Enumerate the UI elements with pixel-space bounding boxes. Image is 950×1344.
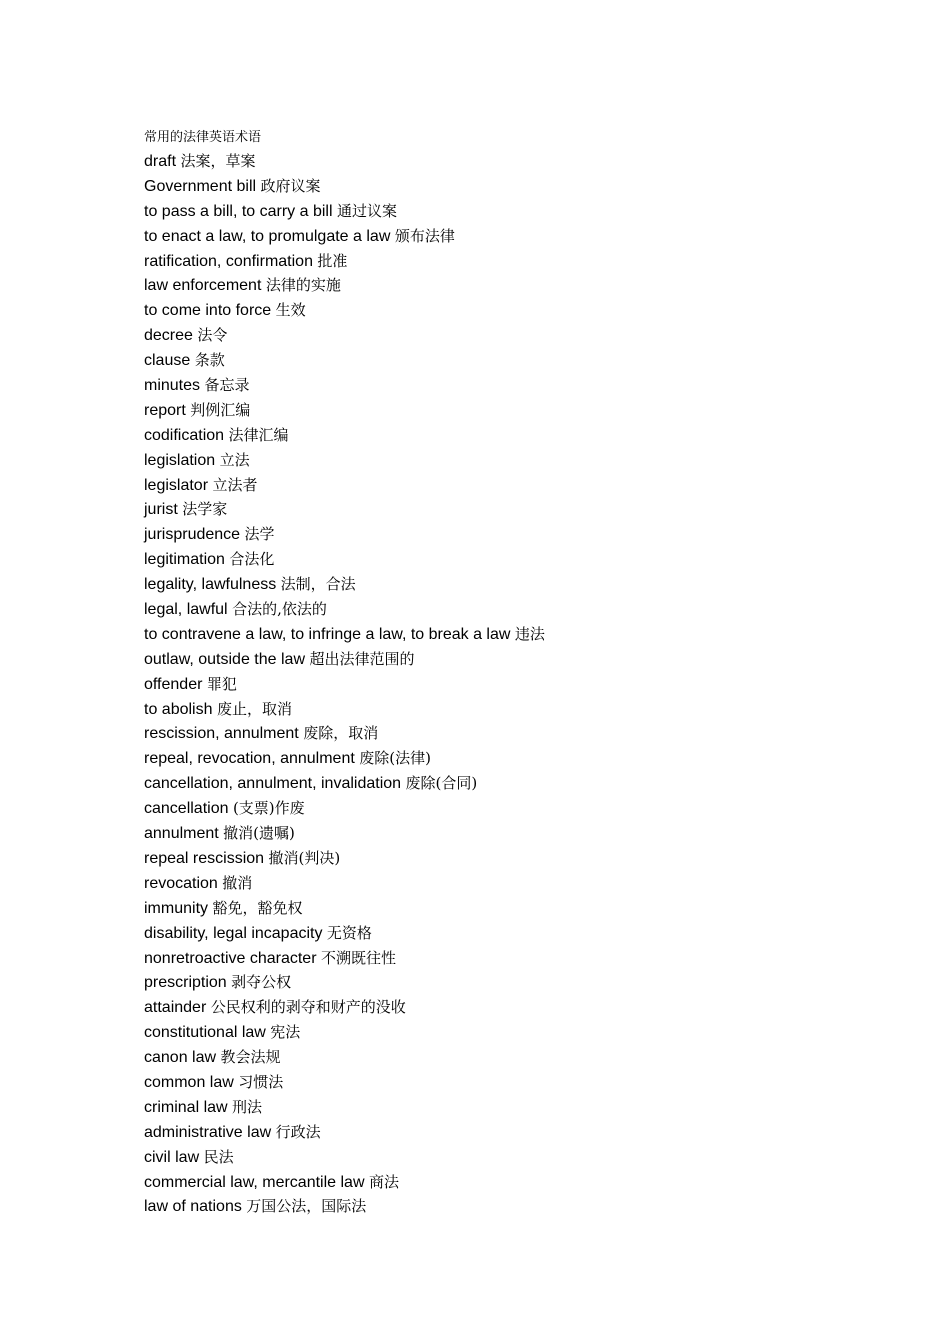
term-entry [144, 174, 904, 199]
term-entry [144, 746, 904, 771]
term-chinese: 撤消(遗嘱) [223, 824, 295, 843]
term-english: constitutional law [144, 1024, 266, 1042]
term-chinese: 合法的,依法的 [232, 600, 327, 619]
term-entry [144, 1145, 904, 1170]
term-english: draft [144, 153, 177, 170]
term-entry [144, 1095, 904, 1120]
term-english: legislation [144, 451, 216, 469]
term-chinese: 不溯既往性 [320, 948, 396, 967]
term-entry [144, 1194, 904, 1219]
term-entry [144, 473, 904, 498]
term-english: clause [144, 352, 191, 370]
term-english: canon law [144, 1049, 217, 1067]
term-english: legality, lawfulness [144, 576, 277, 594]
term-entry [144, 921, 904, 946]
term-english: jurist [144, 501, 178, 519]
term-entry [144, 522, 904, 547]
term-english: to abolish [144, 700, 213, 718]
term-chinese: 生效 [275, 301, 306, 320]
term-english: common law [144, 1073, 234, 1091]
term-entry [144, 796, 904, 821]
term-entry [144, 672, 904, 697]
term-chinese: 万国公法，国际法 [246, 1197, 367, 1216]
term-chinese: 豁免，豁免权 [212, 898, 303, 917]
term-english: report [144, 401, 186, 419]
term-english: repeal rescission [144, 849, 265, 867]
term-chinese: 立法者 [212, 475, 258, 494]
term-english: to enact a law, to promulgate a law [144, 227, 391, 245]
term-english: legal, lawful [144, 601, 228, 619]
term-chinese: 判例汇编 [190, 400, 251, 419]
term-english: legitimation [144, 551, 225, 569]
term-english: administrative law [144, 1123, 272, 1141]
term-chinese: 立法 [219, 450, 250, 469]
term-chinese: 通过议案 [336, 201, 397, 220]
term-english: prescription [144, 974, 227, 992]
term-english: civil law [144, 1148, 200, 1166]
term-entry [144, 970, 904, 995]
term-chinese: 批准 [317, 251, 348, 270]
term-chinese: 条款 [194, 351, 225, 370]
term-chinese: 备忘录 [204, 376, 250, 395]
term-entry [144, 547, 904, 572]
term-entry [144, 1045, 904, 1070]
term-chinese: 法律的实施 [265, 276, 341, 295]
term-entry [144, 373, 904, 398]
term-english: revocation [144, 874, 218, 892]
term-entry [144, 348, 904, 373]
term-entry [144, 946, 904, 971]
term-entry [144, 697, 904, 722]
term-entry [144, 871, 904, 896]
term-chinese: 超出法律范围的 [309, 649, 415, 668]
term-entry [144, 622, 904, 647]
term-entry [144, 771, 904, 796]
term-chinese: 民法 [203, 1147, 234, 1166]
term-entry [144, 846, 904, 871]
term-chinese: 法律汇编 [228, 425, 289, 444]
term-english: to pass a bill, to carry a bill [144, 202, 333, 220]
term-english: to come into force [144, 302, 272, 320]
term-english: outlaw, outside the law [144, 650, 305, 668]
term-entry [144, 995, 904, 1020]
term-chinese: 撤消(判决) [268, 848, 341, 867]
term-chinese: 法学 [244, 525, 275, 544]
term-chinese: 罪犯 [206, 674, 237, 693]
term-chinese: 法案，草案 [180, 152, 256, 170]
term-entry [144, 896, 904, 921]
term-chinese: 废止，取消 [216, 699, 292, 718]
term-english: annulment [144, 825, 219, 843]
term-chinese: 政府议案 [260, 176, 321, 195]
term-chinese: 废除，取消 [303, 724, 379, 743]
term-chinese: 法制，合法 [280, 575, 356, 594]
term-chinese: 无资格 [326, 923, 372, 942]
term-entry [144, 721, 904, 746]
term-english: commercial law, mercantile law [144, 1173, 365, 1191]
term-entry [144, 298, 904, 323]
term-chinese: 教会法规 [220, 1048, 281, 1067]
term-entry [144, 423, 904, 448]
term-entry [144, 273, 904, 298]
term-chinese: 违法 [514, 624, 545, 643]
term-chinese: 法令 [197, 326, 228, 345]
term-english: rescission, annulment [144, 725, 299, 743]
term-chinese: 撤消 [222, 873, 253, 892]
term-chinese: 公民权利的剥夺和财产的没收 [210, 998, 406, 1017]
term-english: law enforcement [144, 277, 262, 295]
term-entry [144, 597, 904, 622]
document-title: 常用的法律英语术语 [144, 130, 262, 145]
term-entry [144, 1170, 904, 1195]
term-english: repeal, revocation, annulment [144, 750, 355, 768]
term-english: decree [144, 327, 193, 345]
term-english: jurisprudence [144, 526, 241, 544]
term-entry [144, 572, 904, 597]
term-english: cancellation [144, 800, 229, 818]
term-english: attainder [144, 999, 207, 1017]
term-english: legislator [144, 476, 209, 494]
term-english: codification [144, 426, 225, 444]
term-entry [144, 497, 904, 522]
term-chinese: 商法 [368, 1172, 399, 1191]
term-entry [144, 647, 904, 672]
term-english: ratification, confirmation [144, 252, 313, 270]
term-entry [144, 249, 904, 274]
term-english: cancellation, annulment, invalidation [144, 775, 402, 793]
term-entry [144, 199, 904, 224]
term-entry [144, 1020, 904, 1045]
term-entry [144, 224, 904, 249]
term-chinese: 法学家 [182, 500, 228, 519]
term-english: nonretroactive character [144, 949, 317, 967]
term-chinese: 刑法 [232, 1097, 263, 1116]
term-entry [144, 323, 904, 348]
term-english: immunity [144, 899, 209, 917]
term-entry [144, 1120, 904, 1145]
term-english: criminal law [144, 1098, 228, 1116]
term-entry [144, 149, 904, 174]
term-chinese: 习惯法 [238, 1072, 284, 1091]
term-chinese: 合法化 [229, 550, 275, 569]
term-english: law of nations [144, 1198, 242, 1216]
term-chinese: 颁布法律 [394, 226, 455, 245]
term-english: Government bill [144, 177, 257, 195]
term-entry [144, 1070, 904, 1095]
term-chinese: (支票)作废 [232, 799, 305, 818]
term-english: to contravene a law, to infringe a law, to break a law [144, 625, 511, 643]
document-page [144, 127, 904, 1219]
term-entry [144, 398, 904, 423]
term-entry [144, 821, 904, 846]
term-english: minutes [144, 377, 201, 395]
term-chinese: 剥夺公权 [231, 973, 292, 992]
term-english: offender [144, 675, 203, 693]
term-chinese: 废除(合同) [405, 774, 478, 793]
term-chinese: 宪法 [270, 1023, 301, 1042]
term-list [144, 149, 904, 1219]
term-entry [144, 448, 904, 473]
term-english: disability, legal incapacity [144, 924, 323, 942]
term-chinese: 行政法 [275, 1122, 321, 1141]
term-chinese: 废除(法律) [359, 749, 431, 768]
